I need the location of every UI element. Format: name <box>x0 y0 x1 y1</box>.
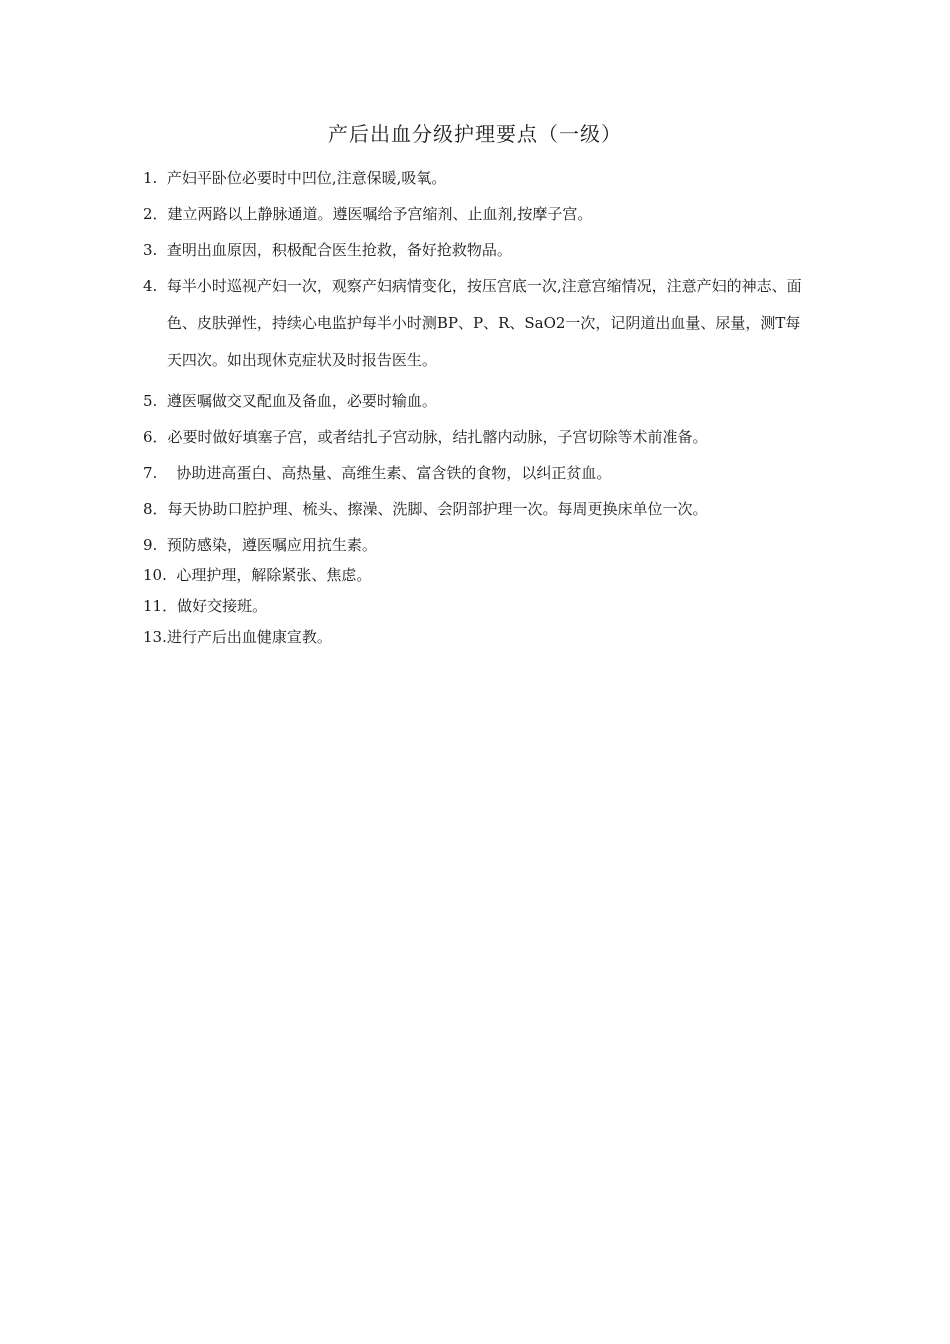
item-text: 协助进高蛋白、高热量、高维生素、富含铁的食物，以纠正贫血。 <box>176 464 612 482</box>
item-text: 每天协助口腔护理、梳头、擦澡、洗脚、会阴部护理一次。每周更换床单位一次。 <box>167 500 708 518</box>
item-number: 1. <box>143 169 167 187</box>
item-text: 必要时做好填塞子宫，或者结扎子宫动脉，结扎髂内动脉，子宫切除等术前准备。 <box>167 428 708 446</box>
item-number: 13. <box>143 628 167 646</box>
item-number: 11． <box>143 597 178 615</box>
item-number: 4. <box>143 277 167 295</box>
item-number: 10. <box>143 566 177 584</box>
list-item <box>143 562 811 588</box>
item-text: 查明出血原因，积极配合医生抢救，备好抢救物品。 <box>166 241 512 259</box>
list-item <box>143 165 811 191</box>
nursing-points-list <box>143 165 811 650</box>
item-text: 遵医嘱做交叉配血及备血，必要时输血。 <box>166 392 437 410</box>
item-number: 6． <box>143 428 168 446</box>
item-number: 8． <box>143 500 168 518</box>
list-item <box>143 624 811 650</box>
item-number: 5. <box>143 392 167 410</box>
list-item <box>143 532 811 558</box>
item-text: 进行产后出血健康宣教。 <box>166 628 332 646</box>
page-title: 产后出血分级护理要点（一级） <box>328 122 622 146</box>
list-item <box>143 201 811 227</box>
item-text: 心理护理，解除紧张、焦虑。 <box>176 566 372 584</box>
item-number: 2． <box>143 205 168 223</box>
list-item <box>143 273 811 379</box>
list-item <box>143 388 811 414</box>
item-number: 3. <box>143 241 167 259</box>
item-number: 7. <box>143 464 177 482</box>
item-text: 产妇平卧位必要时中凹位,注意保暖,吸氧。 <box>166 169 447 187</box>
item-text: 做好交接班。 <box>177 597 268 615</box>
item-text: 预防感染，遵医嘱应用抗生素。 <box>166 536 377 554</box>
item-text: 每半小时巡视产妇一次，观察产妇病情变化，按压宫底一次,注意宫缩情况，注意产妇的神志、面色、皮肤弹性，持续心电监护每半小时测BP、P、R、SaO2一次，记阴道出血量、尿量，测T每天四次。如出现休克症状及时报告医生。 <box>166 277 802 369</box>
list-item <box>143 424 811 450</box>
list-item <box>143 460 811 486</box>
list-item <box>143 593 811 619</box>
item-text: 建立两路以上静脉通道。遵医嘱给予宫缩剂、止血剂,按摩子宫。 <box>167 205 593 223</box>
list-item <box>143 237 811 263</box>
item-number: 9. <box>143 536 167 554</box>
list-item <box>143 496 811 522</box>
